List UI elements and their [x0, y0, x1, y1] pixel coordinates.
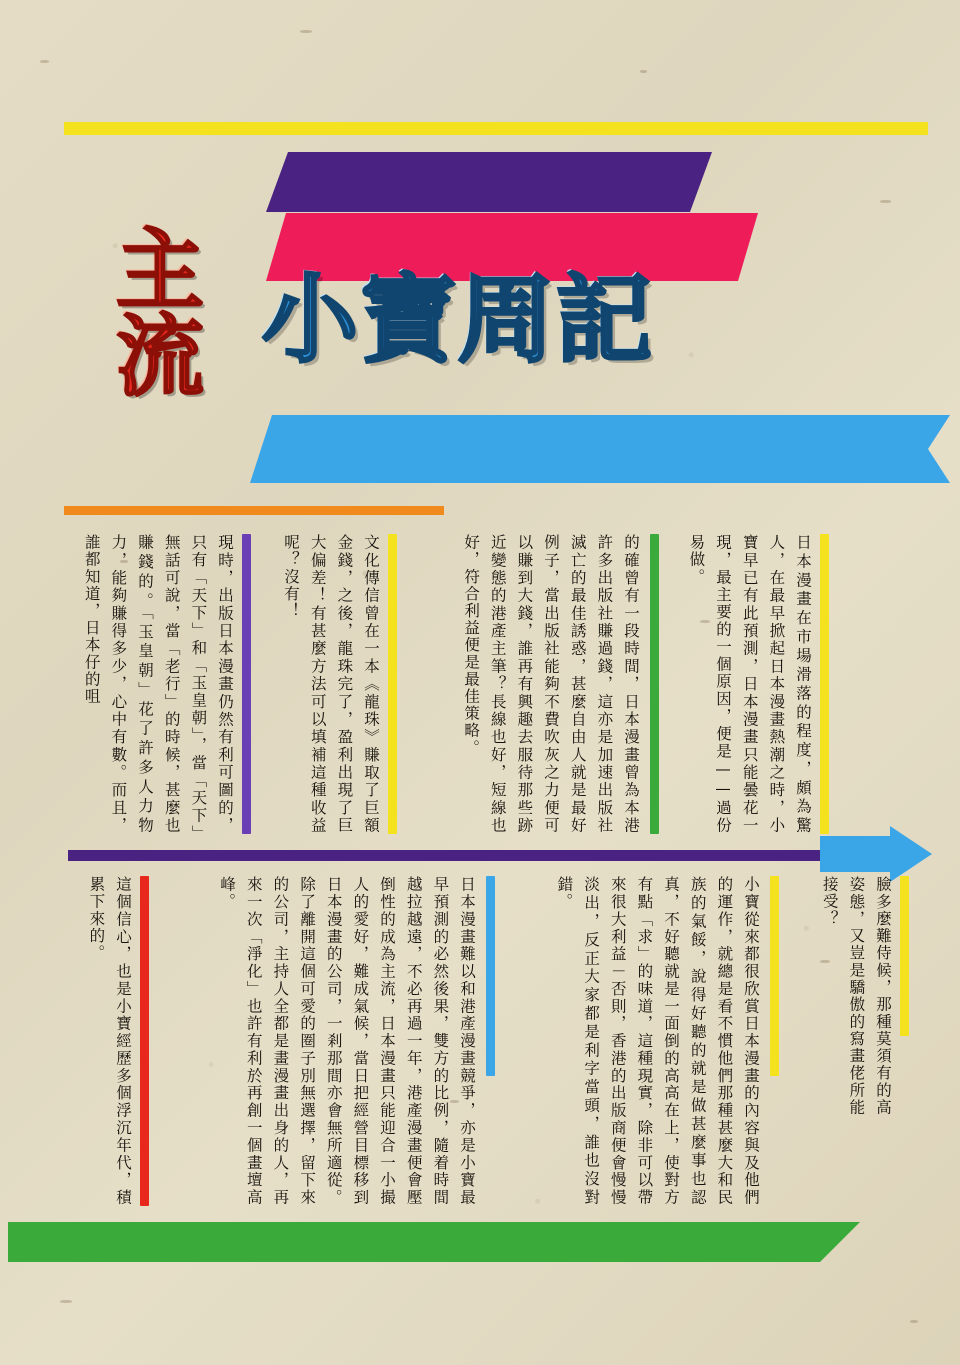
- masthead-title-column: 小寶周記: [262, 264, 654, 376]
- column-rule: [242, 534, 251, 834]
- article-column: 現時，出版日本漫畫仍然有利可圖的，只有「天下」和「玉皇朝」，當「天下」無話可說，當「老行」的時候，甚麼也賺錢的。「玉皇朝」花了許多人力物力，能夠賺得多少，心中有數。而且，誰都知道，日本仔的咀: [82, 534, 234, 834]
- masthead-orange-bar: [64, 506, 444, 515]
- article-column: 這個信心，也是小寶經歷多個浮沉年代，積累下來的。: [87, 876, 132, 1206]
- article-column: 日本漫畫難以和港產漫畫競爭，亦是小寶最早預測的必然後果，雙方的比例，隨着時間越拉越遠，不必再過一年，港產漫畫便會壓倒性的成為主流，日本漫畫只能迎合一小撮人的愛好，難成氣候，當日把經營目標移到日本漫畫的公司，一剎那間亦會無所適從。除了離開這個可愛的圈子別無選擇，留下來的公司，主持人全都是畫漫畫出身的人，再來一次「淨化」也許有利於再創一個畫壇高峰。: [218, 876, 476, 1206]
- mid-purple-bar: [68, 850, 858, 861]
- paper-speck: [60, 1300, 72, 1303]
- column-rule: [820, 534, 829, 834]
- column-rule: [140, 876, 149, 1206]
- masthead-yellow-bar: [64, 122, 928, 135]
- mid-blue-arrow-icon: [820, 826, 932, 882]
- column-rule: [770, 876, 779, 1076]
- article-column: 臉多麼難侍候，那種莫須有的高姿態，又豈是驕傲的寫畫佬所能接受？: [820, 876, 892, 1116]
- article-column: 小寶從來都很欣賞日本漫畫的內容與及他們的運作，就總是看不慣他們那種甚麼大和民族的氣餒，說得好聽的就是做甚麼事也認真，不好聽就是一面倒的高高在上，使對方有點「求」的味道，這種現實，除非可以帶來很大利益－否則，香港的出版商便會慢慢淡出，反正大家都是利字當頭，誰也沒對錯。: [555, 876, 760, 1206]
- article-column: 的確曾有一段時間，日本漫畫曾為本港許多出版社賺過錢，這亦是加速出版社滅亡的最佳誘惑，甚麼自由人就是最好例子，當出版社能夠不費吹灰之力便可以賺到大錢，誰再有興趣去服待那些跡近變態的港產主筆？長線也好，短線也好，符合利益便是最佳策略。: [462, 534, 640, 834]
- column-rule: [900, 876, 909, 1036]
- column-rule: [650, 534, 659, 834]
- column-rule: [388, 534, 397, 834]
- article-column: 日本漫畫在市場滑落的程度，頗為驚人，在最早掀起日本漫畫熱潮之時，小寶早已有此預測，日本漫畫只能曇花一現，最主要的一個原因，便是——過份易做。: [687, 534, 812, 834]
- column-rule: [486, 876, 495, 1076]
- paper-speck: [820, 960, 830, 963]
- masthead-title-main: [116, 219, 236, 409]
- masthead: [0, 0, 960, 520]
- footer-green-band: [8, 1222, 860, 1262]
- masthead-title-main-char-1: 主流: [116, 219, 205, 409]
- masthead-blue-band: [250, 415, 950, 483]
- masthead-purple-band: [266, 152, 712, 212]
- article-column: 文化傳信曾在一本《龍珠》賺取了巨額金錢，之後，龍珠完了，盈利出現了巨大偏差！有甚麼方法可以填補這種收益呢？沒有！: [282, 534, 380, 834]
- paper-speck: [910, 1320, 918, 1323]
